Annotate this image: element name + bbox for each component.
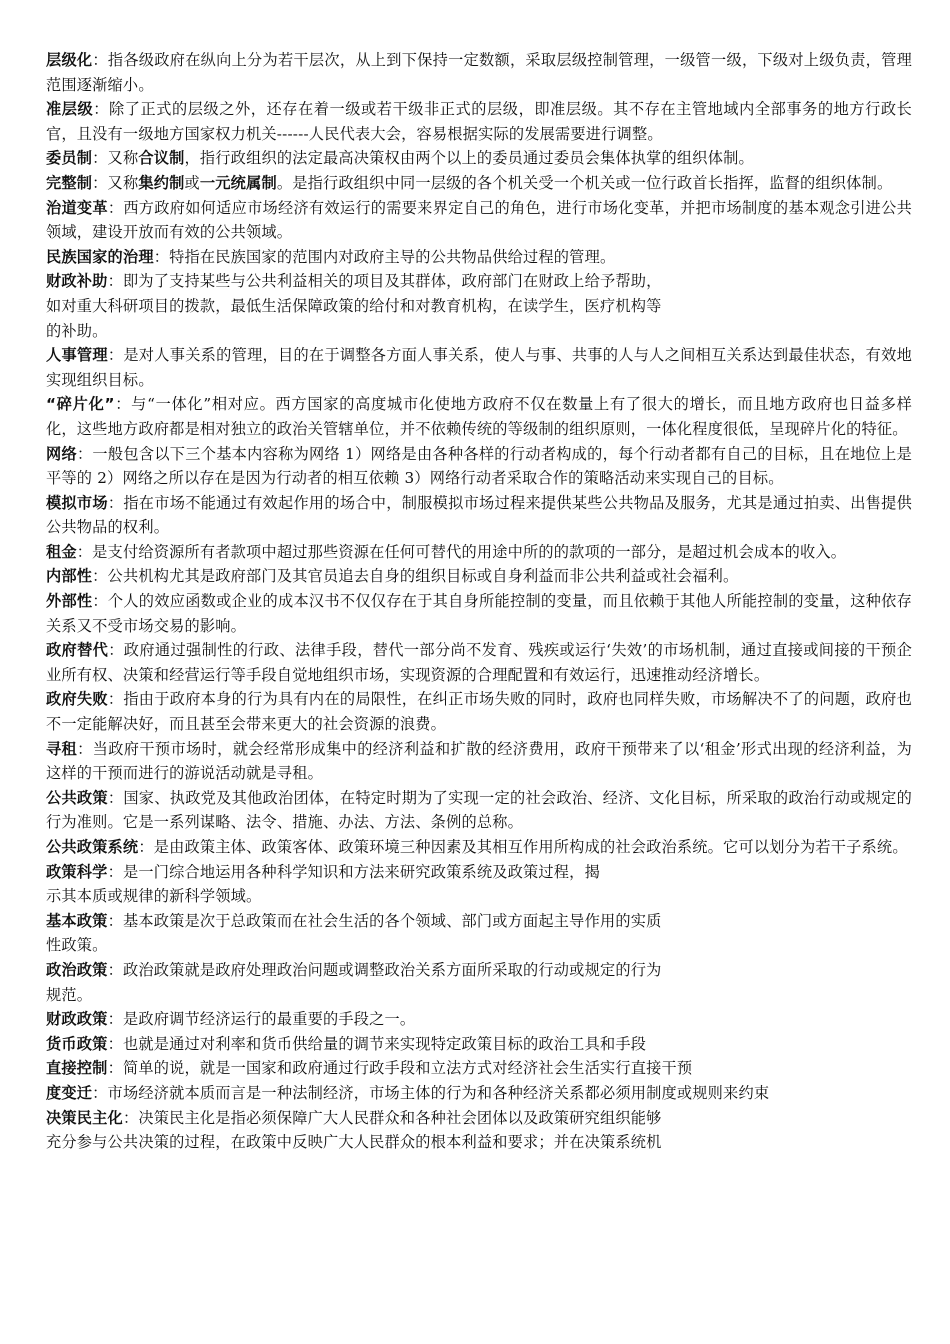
term-label: 完整制	[46, 173, 93, 192]
term-label: 治道变革	[46, 198, 108, 217]
term-label: 政府替代	[46, 641, 109, 660]
glossary-entry	[46, 860, 912, 909]
definition-text: 性政策。	[46, 936, 108, 955]
text-line	[46, 294, 912, 319]
term-label: 人事管理	[46, 346, 108, 365]
definition-text: ：指由于政府本身的行为具有内在的局限性，在纠正市场失败的同时，政府也同样失败，市场解决不了的问题，政府也不一定能解决好，而且甚至会带来更大的社会资源的浪费。	[46, 690, 912, 734]
term-label: 财政补助	[46, 272, 108, 291]
definition-text: ，指行政组织的法定最高决策权由两个以上的委员通过委员会集体执掌的组织体制。	[184, 149, 754, 168]
text-line	[46, 884, 912, 909]
glossary-entry	[46, 343, 912, 392]
glossary-entry	[46, 1081, 912, 1106]
text-line	[46, 319, 912, 344]
glossary-entry	[46, 1106, 912, 1155]
term-label: 直接控制	[46, 1059, 108, 1078]
term-label: 寻租	[46, 739, 78, 758]
definition-text: ：特指在民族国家的范围内对政府主导的公共物品供给过程的管理。	[153, 247, 616, 266]
term-label: 民族国家的治理	[46, 247, 154, 266]
definition-text: ：政治政策就是政府处理政治问题或调整政治关系方面所采取的行动或规定的行为	[107, 960, 662, 979]
text-line	[46, 269, 912, 294]
definition-text: ：指各级政府在纵向上分为若干层次，从上到下保持一定数额，采取层级控制管理，一级管一级，下级对上级负责，管理范围逐渐缩小。	[46, 51, 912, 94]
definition-text: ：又称	[92, 149, 139, 168]
glossary-entry	[46, 909, 912, 958]
glossary-entry	[46, 564, 912, 589]
definition-text: 充分参与公共决策的过程，在政策中反映广大人民群众的根本利益和要求；并在决策系统机	[46, 1133, 662, 1152]
term-label: 公共政策系统	[46, 838, 139, 856]
glossary-entry	[46, 171, 912, 196]
definition-text: ：决策民主化是指必须保障广大人民群众和各种社会团体以及政策研究组织能够	[122, 1108, 662, 1127]
definition-text: 如对重大科研项目的拨款，最低生活保障政策的给付和对教育机构，在读学生，医疗机构等	[46, 296, 662, 315]
glossary-entry	[46, 958, 912, 1007]
definition-text: ：又称	[92, 173, 139, 192]
text-line	[46, 860, 912, 885]
definition-text: 示其本质或规律的新科学领域。	[46, 887, 262, 906]
definition-text: ：除了正式的层级之外，还存在着一级或若干级非正式的层级，即准层级。其不存在主管地域内全部事务的地方行政长官，且没有一级地方国家权力机关------人民代表大会，容易根据实际的发展需要进行调整。	[46, 100, 912, 143]
definition-text: ：是政府调节经济运行的最重要的手段之一。	[107, 1010, 416, 1029]
definition-text: ：与“一体化”相对应。西方国家的高度城市化使地方政府不仅在数量上有了很大的增长，而且地方政府也日益多样化，这些地方政府都是相对独立的政治关管辖单位，并不依赖传统的等级制的组织原则，一体化程度很低，呈现碎片化的特征。	[46, 395, 913, 438]
text-line	[46, 909, 912, 934]
glossary-entry	[46, 1007, 912, 1032]
term-label: 基本政策	[46, 911, 108, 930]
definition-text: ：市场经济就本质而言是一种法制经济，市场主体的行为和各种经济关系都必须用制度或规则来约束	[92, 1083, 770, 1102]
definition-text: ：公共机构尤其是政府部门及其官员追去自身的组织目标或自身利益而非公共利益或社会福利。	[92, 567, 739, 586]
definition-text: ：当政府干预市场时，就会经常形成集中的经济利益和扩散的经济费用，政府干预带来了以‘租金’形式出现的经济利益，为这样的干预而进行的游说活动就是寻租。	[46, 739, 912, 783]
term-label: 政策科学	[46, 862, 108, 881]
glossary-entry	[46, 392, 912, 441]
definition-text: ：是由政策主体、政策客体、政策环境三种因素及其相互作用所构成的社会政治系统。它可以划分为若干子系统。	[138, 838, 908, 856]
definition-text: ：是对人事关系的管理，目的在于调整各方面人事关系，使人与事、共事的人与人之间相互关系达到最佳状态，有效地实现组织目标。	[46, 346, 912, 389]
definition-text: 或	[184, 173, 200, 192]
definition-text: ：简单的说，就是一国家和政府通过行政手段和立法方式对经济社会生活实行直接干预	[107, 1059, 693, 1078]
term-label: 财政政策	[46, 1010, 108, 1029]
definition-text: ：是一门综合地运用各种科学知识和方法来研究政策系统及政策过程，揭	[107, 862, 600, 881]
glossary-entry	[46, 835, 912, 860]
glossary-entry	[46, 269, 912, 343]
definition-text: ：一般包含以下三个基本内容称为网络 1）网络是由各种各样的行动者构成的，每个行动者都有自己的目标，且在地位上是平等的 2）网络之所以存在是因为行动者的相互依赖 3）网络行动者采取合作的策略活动来实现自己的目标。	[46, 444, 912, 488]
glossary-entry	[46, 196, 912, 245]
glossary-entry	[46, 638, 912, 687]
term-label: 委员制	[46, 149, 93, 168]
document-page	[46, 48, 912, 1155]
text-line	[46, 958, 912, 983]
text-line	[46, 933, 912, 958]
glossary-entry	[46, 540, 912, 565]
term-label: 决策民主化	[46, 1108, 123, 1127]
definition-text: ：基本政策是次于总政策而在社会生活的各个领域、部门或方面起主导作用的实质	[107, 911, 662, 930]
definition-text: 。是指行政组织中同一层级的各个机关受一个机关或一位行政首长指挥，监督的组织体制。	[276, 173, 893, 192]
term-label: 内部性	[46, 567, 93, 586]
glossary-entry	[46, 1032, 912, 1057]
term-label: 公共政策	[46, 788, 108, 807]
emphasis-text: 合议制	[138, 149, 185, 168]
term-label: 层级化	[46, 51, 93, 69]
glossary-entry	[46, 97, 912, 146]
glossary-entry	[46, 48, 912, 97]
definition-text: ：即为了支持某些与公共利益相关的项目及其群体，政府部门在财政上给予帮助，	[107, 272, 662, 291]
term-label: 货币政策	[46, 1034, 108, 1053]
text-line	[46, 1130, 912, 1155]
definition-text: ：也就是通过对利率和货币供给量的调节来实现特定政策目标的政治工具和手段	[107, 1034, 647, 1053]
definition-text: ：指在市场不能通过有效起作用的场合中，制服模拟市场过程来提供某些公共物品及服务，尤其是通过拍卖、出售提供公共物品的权利。	[46, 493, 912, 537]
glossary-entry	[46, 589, 912, 638]
text-line	[46, 1106, 912, 1131]
glossary-entry	[46, 786, 912, 835]
definition-text: ：西方政府如何适应市场经济有效运行的需要来界定自己的角色，进行市场化变革，并把市场制度的基本观念引进公共领域，建设开放而有效的公共领域。	[46, 198, 912, 242]
definition-text: ：政府通过强制性的行政、法律手段，替代一部分尚不发育、残疾或运行‘失效’的市场机制，通过直接或间接的干预企业所有权、决策和经营运行等手段自觉地组织市场，实现资源的合理配置和有效运行，迅速推动经济增长。	[46, 641, 912, 684]
term-label: 政府失败	[46, 690, 108, 709]
definition-text: ：是支付给资源所有者款项中超过那些资源在任何可替代的用途中所的的款项的一部分，是超过机会成本的收入。	[76, 542, 847, 561]
definition-text: ：国家、执政党及其他政治团体，在特定时期为了实现一定的社会政治、经济、文化目标，所采取的政治行动或规定的行为准则。它是一系列谋略、法令、措施、办法、方法、条例的总称。	[46, 788, 912, 832]
glossary-entry	[46, 737, 912, 786]
glossary-entry	[46, 442, 912, 491]
glossary-entry	[46, 245, 912, 270]
glossary-entry	[46, 1056, 912, 1081]
emphasis-text: 一元统属制	[199, 173, 277, 192]
glossary-entry	[46, 491, 912, 540]
glossary-entry	[46, 146, 912, 171]
term-label: 租金	[46, 542, 77, 561]
term-label: 外部性	[46, 592, 93, 611]
definition-text: ：个人的效应函数或企业的成本汉书不仅仅存在于其自身所能控制的变量，而且依赖于其他人所能控制的变量，这种依存关系又不受市场交易的影响。	[46, 592, 912, 635]
term-label: 政治政策	[46, 960, 108, 979]
definition-text: 规范。	[46, 985, 93, 1004]
glossary-entry	[46, 687, 912, 736]
definition-text: 的补助。	[46, 321, 108, 340]
term-label: “碎片化”	[46, 395, 115, 414]
text-line	[46, 983, 912, 1008]
term-label: 模拟市场	[46, 493, 108, 512]
term-label: 度变迁	[46, 1083, 93, 1102]
term-label: 网络	[46, 444, 77, 463]
emphasis-text: 集约制	[138, 173, 185, 192]
term-label: 准层级	[46, 100, 94, 119]
